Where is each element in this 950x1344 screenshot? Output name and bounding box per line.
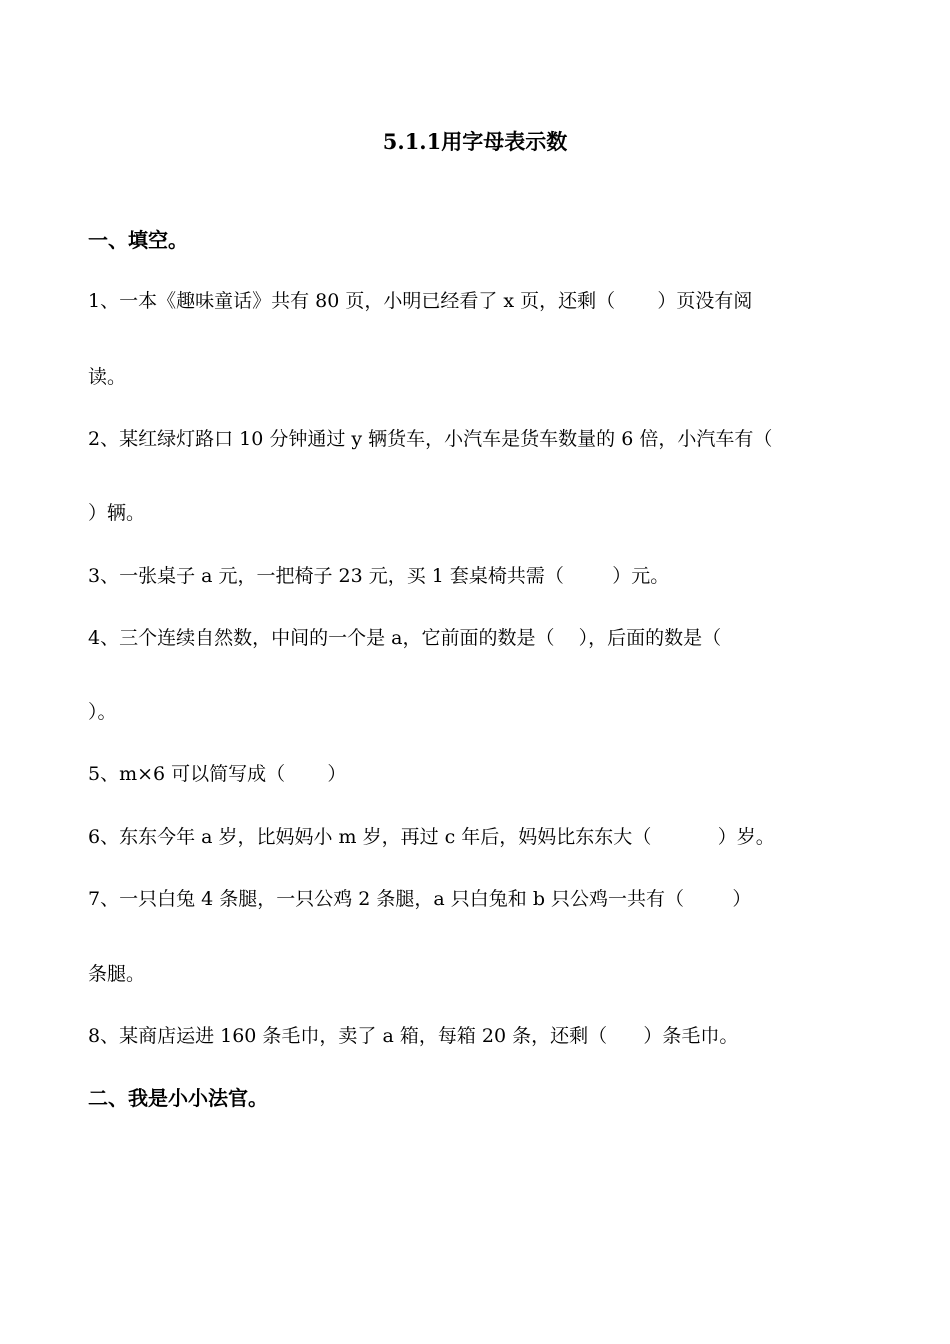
question-2-line-2: ）辆。 [88,502,146,524]
section-heading-judge: 二、我是小小法官。 [88,1086,268,1110]
question-3: 3、一张桌子 a 元，一把椅子 23 元，买 1 套桌椅共需（ ）元。 [88,565,670,587]
question-8: 8、某商店运进 160 条毛巾，卖了 a 箱，每箱 20 条，还剩（ ）条毛巾。 [88,1025,739,1047]
section-heading-fill-blank: 一、填空。 [88,228,188,252]
question-1-line-1: 1、一本《趣味童话》共有 80 页，小明已经看了 x 页，还剩（ ）页没有阅 [88,290,753,312]
question-4-line-2: ）。 [88,701,117,723]
question-1-line-2: 读。 [88,366,127,388]
question-6: 6、东东今年 a 岁，比妈妈小 m 岁，再过 c 年后，妈妈比东东大（ ）岁。 [88,826,775,848]
question-7-line-2: 条腿。 [88,963,146,985]
page-title: 5.1.1用字母表示数 [382,129,568,154]
question-5: 5、m×6 可以简写成（ ） [88,763,347,785]
question-2-line-1: 2、某红绿灯路口 10 分钟通过 y 辆货车，小汽车是货车数量的 6 倍，小汽车有（ [88,428,773,450]
question-7-line-1: 7、一只白兔 4 条腿，一只公鸡 2 条腿，a 只白兔和 b 只公鸡一共有（ ） [88,888,752,910]
question-4-line-1: 4、三个连续自然数，中间的一个是 a，它前面的数是（ ），后面的数是（ [88,627,722,649]
